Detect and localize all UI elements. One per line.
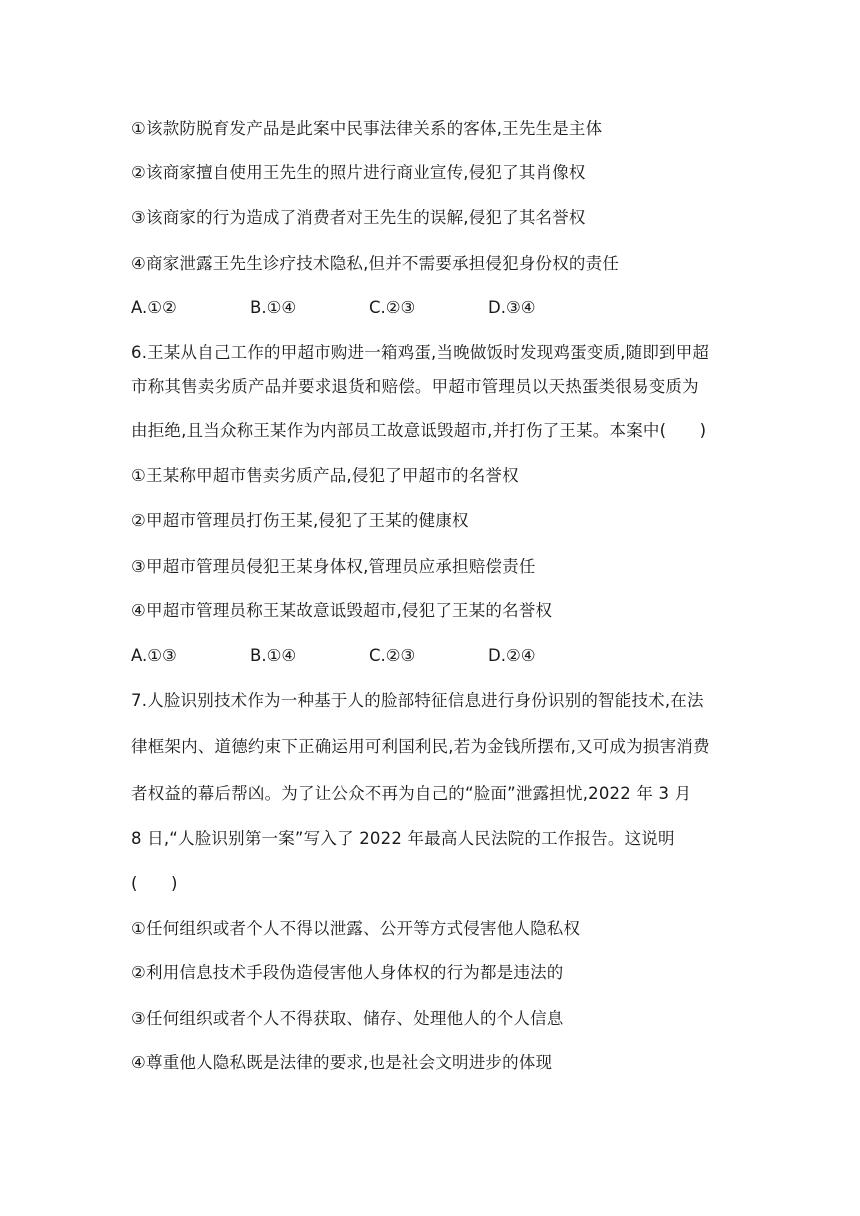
q7-stem-line-4: 8 日,“人脸识别第一案”写入了 2022 年最高人民法院的工作报告。这说明 bbox=[131, 829, 675, 848]
q7-stem-line-1: 7.人脸识别技术作为一种基于人的脸部特征信息进行身份识别的智能技术,在法 bbox=[131, 691, 704, 710]
q7-statement-4: ④尊重他人隐私既是法律的要求,也是社会文明进步的体现 bbox=[131, 1053, 553, 1072]
q7-statement-1: ①任何组织或者个人不得以泄露、公开等方式侵害他人隐私权 bbox=[131, 919, 581, 938]
q5-option-c: C.②③ bbox=[369, 298, 416, 317]
q6-statement-1: ①王某称甲超市售卖劣质产品,侵犯了甲超市的名誉权 bbox=[131, 466, 519, 485]
q6-option-c: C.②③ bbox=[369, 646, 416, 665]
q7-statement-2: ②利用信息技术手段伪造侵害他人身体权的行为都是违法的 bbox=[131, 963, 564, 982]
q6-stem-line-2: 市称其售卖劣质产品并要求退货和赔偿。甲超市管理员以天热蛋类很易变质为 bbox=[131, 377, 699, 396]
q6-stem-line-1: 6.王某从自己工作的甲超市购进一箱鸡蛋,当晚做饭时发现鸡蛋变质,随即到甲超 bbox=[131, 343, 710, 362]
q6-statement-3: ③甲超市管理员侵犯王某身体权,管理员应承担赔偿责任 bbox=[131, 557, 536, 576]
q5-statement-4: ④商家泄露王先生诊疗技术隐私,但并不需要承担侵犯身份权的责任 bbox=[131, 254, 620, 273]
q6-statement-4: ④甲超市管理员称王某故意诋毁超市,侵犯了王某的名誉权 bbox=[131, 601, 553, 620]
q5-option-b: B.①④ bbox=[250, 298, 297, 317]
q6-options bbox=[131, 645, 741, 667]
q5-option-d: D.③④ bbox=[488, 298, 536, 317]
q5-statement-2: ②该商家擅自使用王先生的照片进行商业宣传,侵犯了其肖像权 bbox=[131, 163, 586, 182]
q6-option-a: A.①③ bbox=[131, 646, 177, 665]
q5-options bbox=[131, 297, 741, 319]
q7-stem-line-5: ( ) bbox=[131, 874, 178, 893]
q7-statement-3: ③任何组织或者个人不得获取、储存、处理他人的个人信息 bbox=[131, 1009, 564, 1028]
q6-option-d: D.②④ bbox=[488, 646, 536, 665]
q7-stem-line-2: 律框架内、道德约束下正确运用可利国利民,若为金钱所摆布,又可成为损害消费 bbox=[131, 737, 710, 756]
q7-stem-line-3: 者权益的幕后帮凶。为了让公众不再为自己的“脸面”泄露担忧,2022 年 3 月 bbox=[131, 784, 692, 803]
q5-option-a: A.①② bbox=[131, 298, 177, 317]
q6-stem-line-3: 由拒绝,且当众称王某作为内部员工故意诋毁超市,并打伤了王某。本案中( ) bbox=[131, 421, 707, 440]
q5-statement-1: ①该款防脱育发产品是此案中民事法律关系的客体,王先生是主体 bbox=[131, 119, 603, 138]
q6-statement-2: ②甲超市管理员打伤王某,侵犯了王某的健康权 bbox=[131, 511, 469, 530]
q6-option-b: B.①④ bbox=[250, 646, 297, 665]
q5-statement-3: ③该商家的行为造成了消费者对王先生的误解,侵犯了其名誉权 bbox=[131, 208, 586, 227]
